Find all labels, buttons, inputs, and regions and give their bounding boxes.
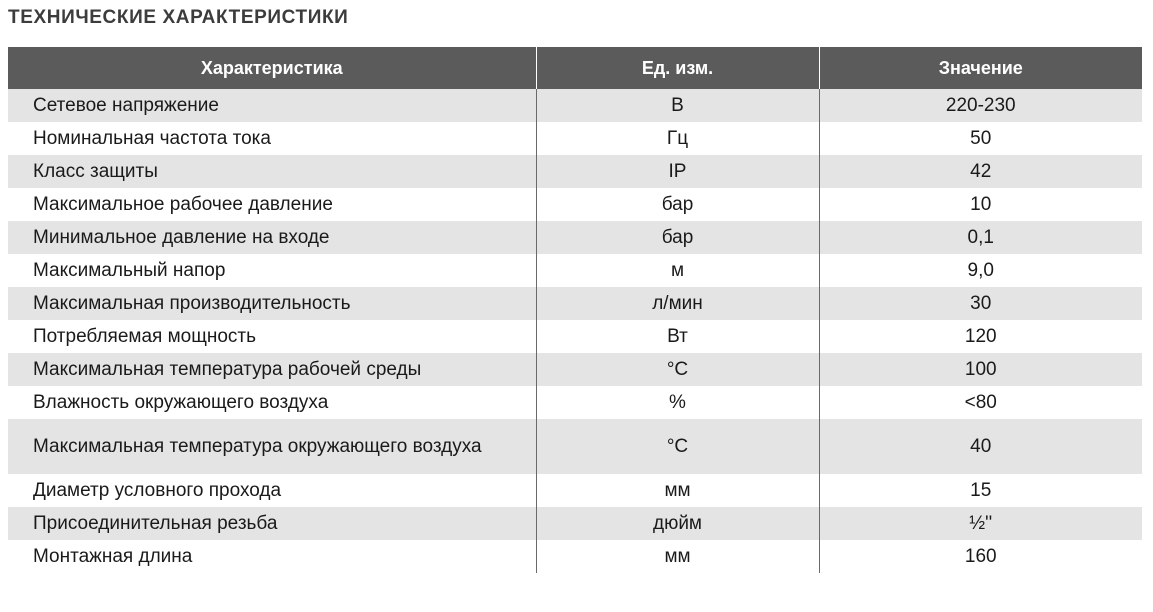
table-row	[8, 188, 1142, 221]
row-characteristic: Потребляемая мощность	[8, 320, 536, 353]
table-row	[8, 155, 1142, 188]
row-value: 0,1	[819, 221, 1142, 254]
row-characteristic: Минимальное давление на входе	[8, 221, 536, 254]
table-row	[8, 540, 1142, 573]
table-row	[8, 507, 1142, 540]
column-header-value: Значение	[819, 47, 1142, 89]
row-characteristic: Монтажная длина	[8, 540, 536, 573]
table-row	[8, 386, 1142, 419]
row-value: <80	[819, 386, 1142, 419]
row-characteristic: Максимальная производительность	[8, 287, 536, 320]
row-characteristic: Диаметр условного прохода	[8, 474, 536, 507]
row-value: 160	[819, 540, 1142, 573]
row-value: 100	[819, 353, 1142, 386]
specifications-table	[8, 47, 1142, 573]
table-row	[8, 254, 1142, 287]
table-row	[8, 221, 1142, 254]
row-value: 220-230	[819, 89, 1142, 122]
page-title: ТЕХНИЧЕСКИЕ ХАРАКТЕРИСТИКИ	[8, 7, 349, 28]
table-row	[8, 320, 1142, 353]
row-unit: дюйм	[536, 507, 819, 540]
row-characteristic: Присоединительная резьба	[8, 507, 536, 540]
row-value: 40	[819, 419, 1142, 474]
table-header-row	[8, 47, 1142, 89]
row-unit: Гц	[536, 122, 819, 155]
row-characteristic: Сетевое напряжение	[8, 89, 536, 122]
column-header-characteristic: Характеристика	[8, 47, 536, 89]
row-unit: м	[536, 254, 819, 287]
row-value: 9,0	[819, 254, 1142, 287]
row-unit: °С	[536, 353, 819, 386]
row-unit: мм	[536, 474, 819, 507]
row-unit: бар	[536, 221, 819, 254]
row-value: ½''	[819, 507, 1142, 540]
table-row	[8, 353, 1142, 386]
row-value: 120	[819, 320, 1142, 353]
row-unit: бар	[536, 188, 819, 221]
row-characteristic: Максимальная температура рабочей среды	[8, 353, 536, 386]
row-value: 42	[819, 155, 1142, 188]
row-unit: л/мин	[536, 287, 819, 320]
table-row	[8, 89, 1142, 122]
column-header-unit: Ед. изм.	[536, 47, 819, 89]
row-characteristic: Влажность окружающего воздуха	[8, 386, 536, 419]
row-characteristic: Максимальная температура окружающего воздуха	[8, 419, 536, 474]
row-unit: %	[536, 386, 819, 419]
table-row	[8, 122, 1142, 155]
table-row	[8, 474, 1142, 507]
row-unit: мм	[536, 540, 819, 573]
row-unit: °С	[536, 419, 819, 474]
row-unit: IP	[536, 155, 819, 188]
row-characteristic: Максимальное рабочее давление	[8, 188, 536, 221]
row-value: 50	[819, 122, 1142, 155]
row-value: 10	[819, 188, 1142, 221]
row-characteristic: Класс защиты	[8, 155, 536, 188]
row-value: 30	[819, 287, 1142, 320]
row-characteristic: Максимальный напор	[8, 254, 536, 287]
row-characteristic: Номинальная частота тока	[8, 122, 536, 155]
row-unit: Вт	[536, 320, 819, 353]
table-row	[8, 287, 1142, 320]
row-unit: В	[536, 89, 819, 122]
table-row	[8, 419, 1142, 474]
row-value: 15	[819, 474, 1142, 507]
